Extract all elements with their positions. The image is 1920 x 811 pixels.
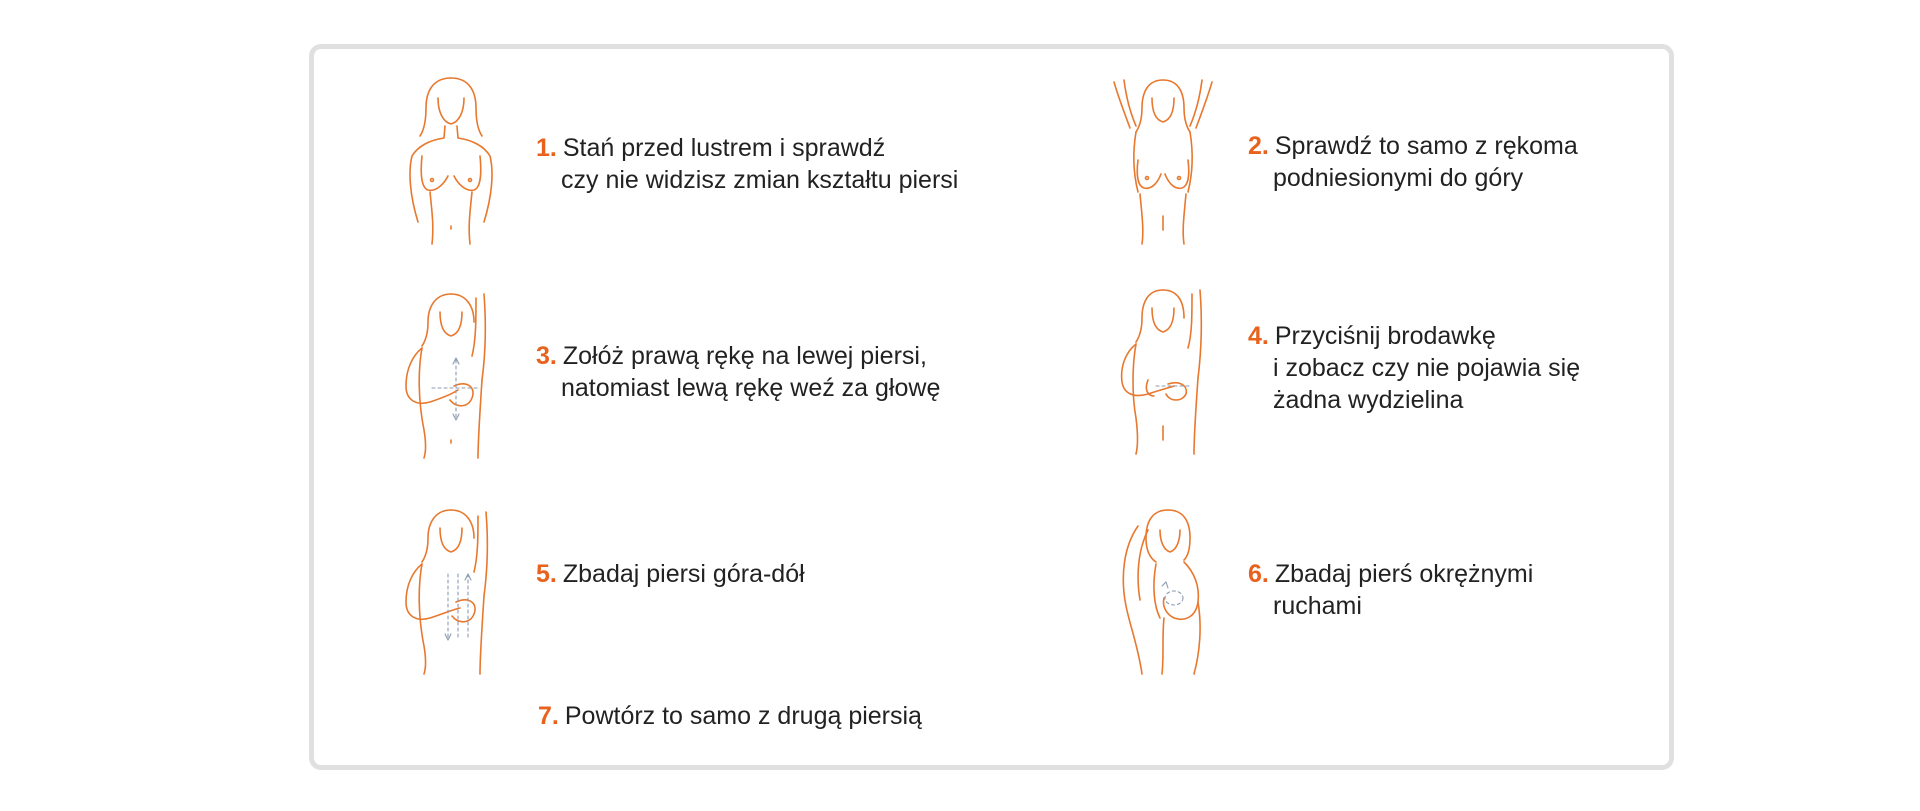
step-number: 5. [536,560,557,588]
step-number: 4. [1248,322,1269,350]
step-1 [536,132,958,196]
step-text: ruchami [1273,592,1362,620]
step-number: 1. [536,134,557,162]
step-number: 6. [1248,560,1269,588]
up-down-exam-figure-icon [396,506,506,676]
step-7 [538,700,922,732]
step-text: Powtórz to samo z drugą piersią [564,702,922,730]
step-text: Zbadaj pierś okrężnymi [1274,560,1534,588]
step-6 [1248,558,1533,622]
step-text: Zołóż prawą rękę na lewej piersi, [562,342,927,370]
step-number: 3. [536,342,557,370]
step-text: Zbadaj piersi góra-dół [562,560,805,588]
step-text: Stań przed lustrem i sprawdź [562,134,886,162]
hand-on-breast-figure-icon [396,290,506,460]
step-text: Sprawdź to samo z rękoma [1274,132,1578,160]
arms-raised-figure-icon [1108,76,1218,246]
step-5 [536,558,805,590]
step-text: i zobacz czy nie pojawia się [1273,354,1581,382]
step-3 [536,340,940,404]
step-text: żadna wydzielina [1273,386,1464,414]
step-text: Przyciśnij brodawkę [1274,322,1496,350]
circular-exam-figure-icon [1108,506,1218,676]
step-4 [1248,320,1580,416]
step-text: natomiast lewą rękę weź za głowę [561,374,941,402]
step-2 [1248,130,1578,194]
step-text: podniesionymi do góry [1273,164,1524,192]
press-nipple-figure-icon [1108,286,1218,456]
step-text: czy nie widzisz zmian kształtu piersi [561,166,959,194]
front-arms-down-figure-icon [396,76,506,246]
step-number: 7. [538,702,559,730]
step-number: 2. [1248,132,1269,160]
